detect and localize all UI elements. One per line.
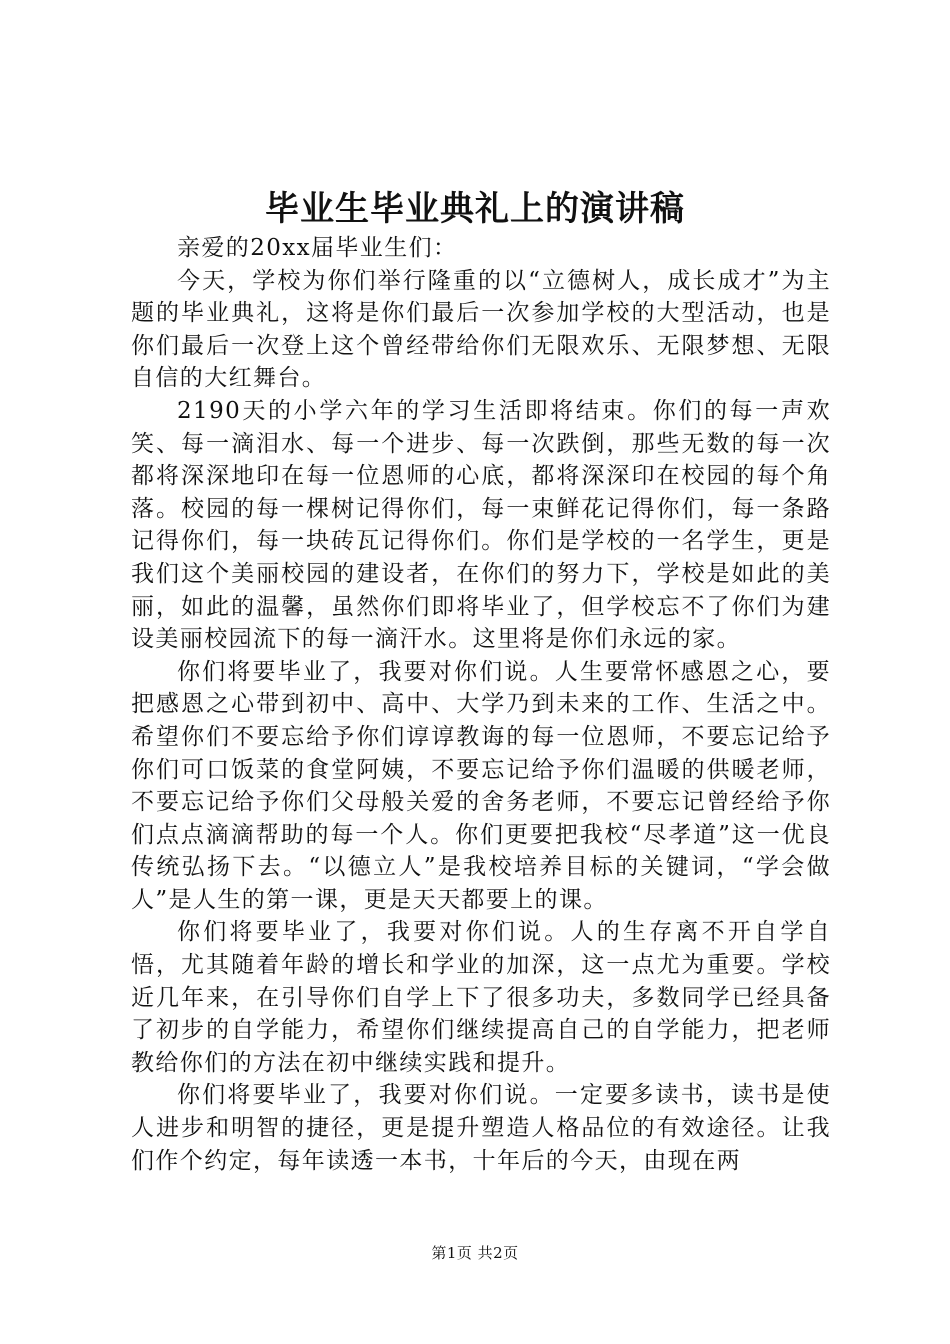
body-paragraph: 你们将要毕业了，我要对你们说。人生要常怀感恩之心，要把感恩之心带到初中、高中、大学乃到未来的工作、生活之中。希望你们不要忘给予你们谆谆教诲的每一位恩师，不要忘记给予你们可口饭菜的食堂阿姨，不要忘记给予你们温暖的供暖老师，不要忘记给予你们父母般关爱的舍务老师，不要忘记曾经给予你们点点滴滴帮助的每一个人。你们更要把我校“尽孝道”这一优良传统弘扬下去。“以德立人”是我校培养目标的关键词，“学会做人”是人生的第一课，更是天天都要上的课。 bbox=[131, 658, 831, 913]
body-paragraph: 2190天的小学六年的学习生活即将结束。你们的每一声欢笑、每一滴泪水、每一个进步、每一次跌倒，那些无数的每一次都将深深地印在每一位恩师的心底，都将深深印在校园的每个角落。校园的每一棵树记得你们，每一束鲜花记得你们，每一条路记得你们，每一块砖瓦记得你们。你们是学校的一名学生，更是我们这个美丽校园的建设者，在你们的努力下，学校是如此的美丽，如此的温馨，虽然你们即将毕业了，但学校忘不了你们为建设美丽校园流下的每一滴汗水。这里将是你们永远的家。 bbox=[131, 397, 831, 653]
body-paragraph: 你们将要毕业了，我要对你们说。人的生存离不开自学自悟，尤其随着年龄的增长和学业的加深，这一点尤为重要。学校近几年来，在引导你们自学上下了很多功夫，多数同学已经具备了初步的自学能力，希望你们继续提高自己的自学能力，把老师教给你们的方法在初中继续实践和提升。 bbox=[131, 919, 831, 1076]
page-number-footer: 第1页 共2页 bbox=[431, 1244, 519, 1262]
document-body bbox=[131, 232, 831, 1177]
salutation-paragraph: 亲爱的20xx届毕业生们： bbox=[177, 235, 458, 261]
body-paragraph: 今天，学校为你们举行隆重的以“立德树人，成长成才”为主题的毕业典礼，这将是你们最后一次参加学校的大型活动，也是你们最后一次登上这个曾经带给你们无限欢乐、无限梦想、无限自信的大红舞台。 bbox=[131, 267, 831, 392]
document-title: 毕业生毕业典礼上的演讲稿 bbox=[265, 189, 685, 229]
body-paragraph: 你们将要毕业了，我要对你们说。一定要多读书，读书是使人进步和明智的捷径，更是提升塑造人格品位的有效途径。让我们作个约定，每年读透一本书，十年后的今天，由现在两 bbox=[131, 1082, 831, 1174]
